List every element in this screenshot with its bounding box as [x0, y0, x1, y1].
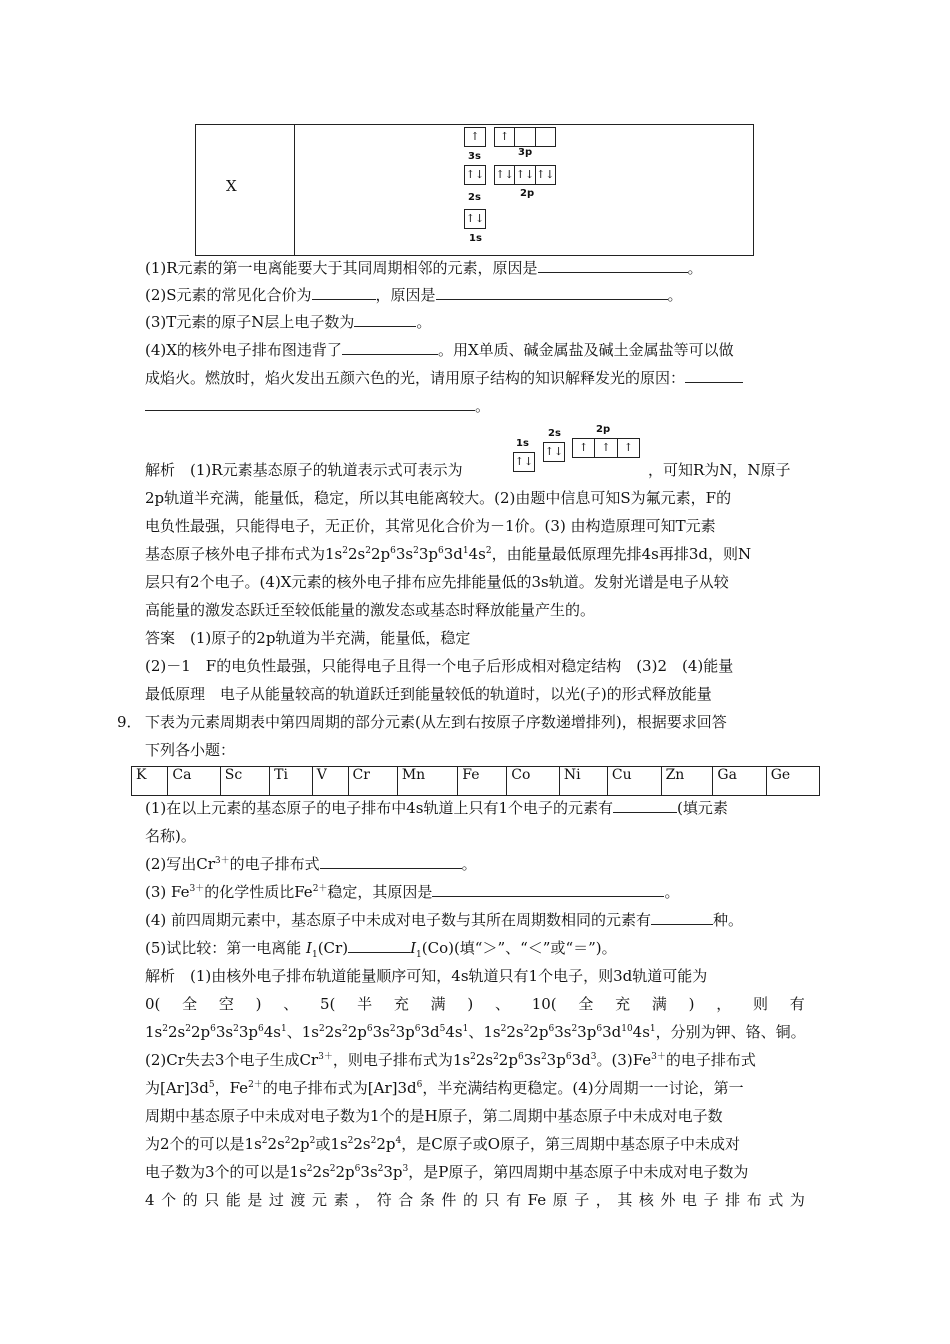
- element-cell: Zn: [661, 767, 713, 796]
- analysis9-line2: 0( 全 空 ) 、 5( 半 充 满 ) 、 10( 全 充 满 ) ， 则 有: [145, 995, 805, 1013]
- q8-part4-line3: 。: [145, 396, 490, 416]
- q9-part5: (5)试比较：第一电离能 $I_1(Cr)$ $I_1(Co)$(填“＞”、“＜”或“＝”)。: [145, 939, 617, 960]
- orbital-2s-box: ↑↓: [464, 165, 486, 185]
- analysis8-line6: 高能量的激发态跃迁至较低能量的激发态或基态时释放能量产生的。: [145, 601, 596, 619]
- q9-part1-line2: 名称)。: [145, 827, 196, 845]
- element-cell: Sc: [220, 767, 269, 796]
- label-3s: 3s: [468, 151, 481, 162]
- answer-blank[interactable]: [651, 910, 713, 925]
- element-cell: V: [312, 767, 348, 796]
- answer-blank[interactable]: [145, 396, 475, 411]
- orbital-3s-box: ↑: [464, 127, 486, 147]
- analysis9-line5: 为$[Ar]3d^5$，$Fe^{2+}$的电子排布式为$[Ar]3d^6$，半充满结构更稳定。(4)分周期一一讨论，第一: [145, 1079, 744, 1097]
- analysis9-line9: 4 个 的 只 能 是 过 渡 元 素 ， 符 合 条 件 的 只 有 Fe 原 子 ， 其 核 外 电 子 排 布 式 为: [145, 1191, 805, 1209]
- analysis9-line4: (2)Cr失去3个电子生成$Cr^{3+}$，则电子排布式为$1s^22s^22p^63s^23p^63d^3$。$(3)Fe^{3+}$的电子排布式: [145, 1051, 756, 1069]
- answer-label: 答案: [145, 629, 176, 647]
- orbital-1s-box: ↑↓: [464, 209, 486, 229]
- element-table: [131, 766, 820, 796]
- element-cell: Ga: [713, 767, 766, 796]
- q9-part4: (4) 前四周期元素中，基态原子中未成对电子数与其所在周期数相同的元素有 种。: [145, 911, 744, 929]
- q8-part4-line2: 成焰火。燃放时，焰火发出五颜六色的光，请用原子结构的知识解释发光的原因：: [145, 368, 743, 388]
- analysis9-line7: 为2个的可以是$1s^22s^22p^2$或$1s^22s^22p^4$，是C原子或O原子，第三周期中基态原子中未成对: [145, 1135, 741, 1153]
- analysis8-line5: 层只有2个电子。(4)X元素的核外电子排布应先排能量低的3s轨道。发射光谱是电子从较: [145, 573, 729, 591]
- n-orbital-2p: ↑ ↑ ↑: [572, 438, 640, 458]
- q9-part2: (2)写出$Cr^{3+}$的电子排布式 。: [145, 855, 477, 873]
- analysis8-line3: 电负性最强，只能得电子，无正价，其常见化合价为－1价。(3) 由构造原理可知T元素: [145, 517, 716, 535]
- orbital-2p-box: ↑↓ ↑↓ ↑↓: [494, 165, 556, 185]
- element-cell: K: [132, 767, 168, 796]
- n-orbital-1s: ↑↓: [513, 452, 535, 472]
- x-table-divider: [294, 125, 295, 255]
- label-1s: 1s: [469, 233, 482, 244]
- analysis9-line1: 解析 (1)由核外电子排布轨道能量顺序可知，4s轨道只有1个电子，则3d轨道可能为: [145, 967, 708, 985]
- answer-blank[interactable]: [436, 285, 668, 300]
- element-cell: Mn: [397, 767, 457, 796]
- label-2p: 2p: [520, 188, 535, 199]
- analysis8-line4: 基态原子核外电子排布式为$1s^22s^22p^63s^23p^63d^14s^2$，由能量最低原理先排4s再排3d，则N: [145, 545, 752, 563]
- n-label-2s: 2s: [548, 428, 561, 439]
- answer-blank[interactable]: [613, 798, 677, 813]
- answer8-line3: 最低原理 电子从能量较高的轨道跃迁到能量较低的轨道时，以光(子)的形式释放能量: [145, 685, 712, 703]
- answer-blank[interactable]: [354, 312, 416, 327]
- q8-part4: (4)X的核外电子排布图违背了 。用X单质、碱金属盐及碱土金属盐等可以做: [145, 341, 734, 359]
- q8-part2: (2)S元素的常见化合价为 ，原因是 。: [145, 286, 683, 304]
- analysis-label: 解析: [145, 967, 176, 985]
- answer8-line2: (2)－1 F的电负性最强，只能得电子且得一个电子后形成相对稳定结构 (3)2 (4)能量: [145, 657, 734, 675]
- label-2s: 2s: [468, 192, 481, 203]
- n-label-2p: 2p: [596, 424, 611, 435]
- q9-part3: (3) $Fe^{3+}$的化学性质比$Fe^{2+}$稳定，其原因是 。: [145, 883, 680, 901]
- answer-blank[interactable]: [348, 938, 410, 953]
- element-cell: Ni: [559, 767, 607, 796]
- x-table: [195, 124, 754, 256]
- analysis9-line8: 电子数为3个的可以是$1s^22s^22p^63s^23p^3$，是P原子，第四周期中基态原子中未成对电子数为: [145, 1163, 749, 1181]
- answer-blank[interactable]: [320, 854, 462, 869]
- n-label-1s: 1s: [516, 438, 529, 449]
- q8-part1: (1)R元素的第一电离能要大于其同周期相邻的元素，原因是 。: [145, 259, 703, 277]
- element-cell: Ge: [766, 767, 819, 796]
- element-cell: Co: [507, 767, 560, 796]
- analysis8-line2: 2p轨道半充满，能量低，稳定，所以其电能离较大。(2)由题中信息可知S为氟元素，F的: [145, 489, 732, 507]
- element-cell: Cu: [607, 767, 661, 796]
- element-cell: Ti: [270, 767, 313, 796]
- n-orbital-2s: ↑↓: [543, 442, 565, 462]
- answer-blank[interactable]: [342, 340, 438, 355]
- q8-part3: (3)T元素的原子N层上电子数为 。: [145, 313, 432, 331]
- q9-stem2: 下列各小题：: [145, 741, 236, 759]
- answer-blank[interactable]: [538, 258, 688, 273]
- element-cell: Cr: [348, 767, 397, 796]
- answer-blank[interactable]: [685, 368, 743, 383]
- answer-blank[interactable]: [432, 882, 664, 897]
- answer-blank[interactable]: [312, 285, 376, 300]
- label-3p: 3p: [518, 147, 533, 158]
- q9-number: 9．: [117, 713, 142, 731]
- orbital-3p-box: ↑: [494, 127, 556, 147]
- answer8-line1: 答案 (1)原子的2p轨道为半充满，能量低，稳定: [145, 629, 471, 647]
- x-label: X: [226, 177, 237, 195]
- analysis9-line3: $1s^22s^22p^63s^23p^64s^1$、$1s^22s^22p^63s^23p^63d^54s^1$、$1s^22s^22p^63s^23p^63d^{10}4s^1$，分别为钾、铬、铜。: [145, 1023, 806, 1041]
- analysis8-line1-tail: ，可知R为N，N原子: [648, 461, 791, 479]
- q9-stem1: 下表为元素周期表中第四周期的部分元素(从左到右按原子序数递增排列)，根据要求回答: [145, 713, 727, 731]
- analysis9-line6: 周期中基态原子中未成对电子数为1个的是H原子，第二周期中基态原子中未成对电子数: [145, 1107, 723, 1125]
- analysis-label: 解析: [145, 461, 176, 479]
- analysis8-line1: 解析 (1)R元素基态原子的轨道表示式可表示为: [145, 461, 463, 479]
- element-cell: Ca: [168, 767, 220, 796]
- q9-part1: (1)在以上元素的基态原子的电子排布中4s轨道上只有1个电子的元素有 (填元素: [145, 799, 728, 817]
- element-cell: Fe: [458, 767, 507, 796]
